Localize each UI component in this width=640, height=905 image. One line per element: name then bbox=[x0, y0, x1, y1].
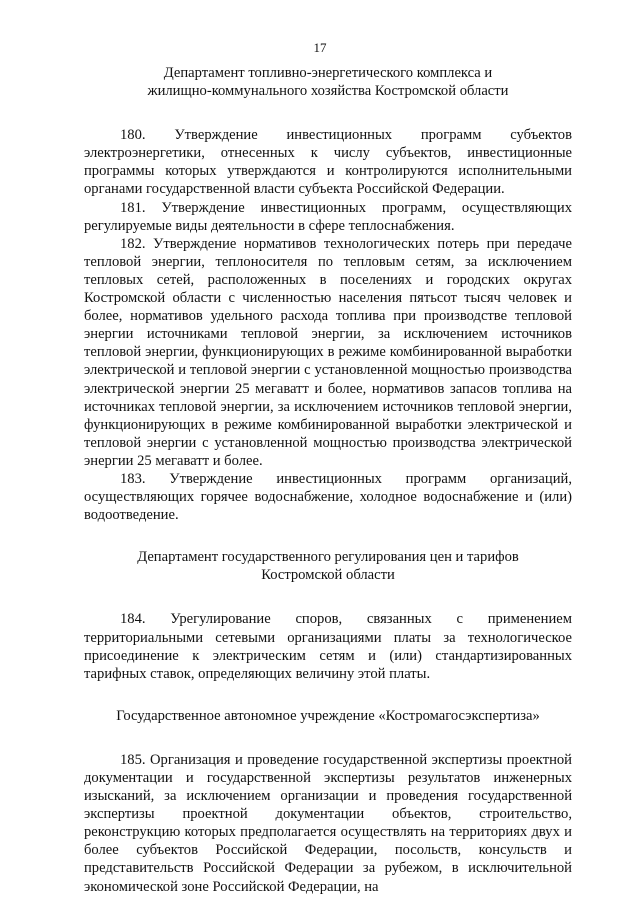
section-heading bbox=[84, 548, 572, 584]
section-price-regulation-department bbox=[84, 548, 572, 683]
list-item-182: 182. Утверждение нормативов технологических потерь при передаче тепловой энергии, теплоносителя по тепловым сетям, за исключением тепловых сетей, расположенных в поселениях и городских округах Костромской области с численностью населения пятьсот тысяч человек и более, нормативов удельного расхода топлива при производстве тепловой энергии источниками тепловой энергии, за исключением источников тепловой энергии, функционирующих в режиме комбинированной выработки электрической и тепловой энергии с установленной мощностью производства электрической энергии 25 мегаватт и более, нормативов запасов топлива на источниках тепловой энергии, за исключением источников тепловой энергии, функционирующих в режиме комбинированной выработки электрической и тепловой энергии с установленной мощностью производства электрической энергии 25 мегаватт и более. bbox=[84, 235, 572, 469]
section-heading bbox=[84, 64, 572, 100]
section-state-expertise-institution bbox=[84, 707, 572, 896]
heading-line: Костромской области bbox=[261, 567, 395, 584]
section-fuel-energy-department bbox=[84, 64, 572, 524]
heading-line: Департамент топливно-энергетического комплекса и bbox=[163, 65, 493, 81]
section-heading bbox=[84, 707, 572, 725]
list-item-183: 183. Утверждение инвестиционных программ организаций, осуществляющих горячее водоснабжение, холодное водоснабжение и (или) водоотведение. bbox=[84, 470, 572, 524]
list-item-181: 181. Утверждение инвестиционных программ, осуществляющих регулируемые виды деятельности в сфере теплоснабжения. bbox=[84, 199, 572, 234]
list-item-180: 180. Утверждение инвестиционных программ субъектов электроэнергетики, отнесенных к числу субъектов, инвестиционные программы которых утверждаются и контролируются исполнительными органами государственной власти субъекта Российской Федерации. bbox=[84, 127, 572, 198]
document-body bbox=[84, 64, 572, 896]
heading-line: Департамент государственного регулирования цен и тарифов bbox=[137, 549, 519, 566]
list-item-184: 184. Урегулирование споров, связанных с применением территориальными сетевыми организациями платы за технологическое присоединение к электрическим сетям и (или) стандартизированных тарифных ставок, определяющих величину этой платы. bbox=[84, 611, 572, 682]
heading-line: жилищно-коммунального хозяйства Костромской области bbox=[147, 83, 509, 100]
list-item-185: 185. Организация и проведение государственной экспертизы проектной документации и государственной экспертизы результатов инженерных изысканий, за исключением организации и проведения государственной экспертизы проектной документации объектов, строительство, реконструкцию которых предполагается осуществлять на территориях двух и более субъектов Российской Федерации, посольств, консульств и представительств Российской Федерации за рубежом, в исключительной экономической зоне Российской Федерации, на bbox=[84, 751, 572, 895]
page-number: 17 bbox=[313, 40, 327, 55]
heading-line: Государственное автономное учреждение «Костромагосэкспертиза» bbox=[116, 707, 540, 724]
